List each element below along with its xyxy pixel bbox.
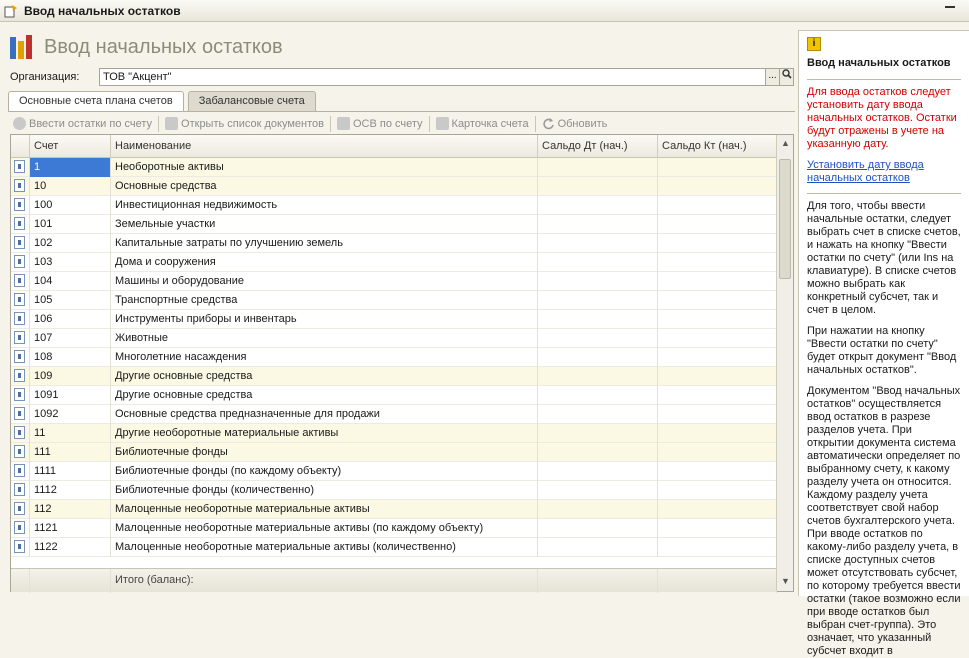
open-documents-label: Открыть список документов [181,117,324,130]
name-cell[interactable]: Животные [111,329,538,348]
account-cell[interactable]: 1 [30,158,111,177]
debit-cell[interactable] [538,234,658,253]
name-cell[interactable]: Инструменты приборы и инвентарь [111,310,538,329]
account-icon [14,407,25,420]
account-cell[interactable]: 1092 [30,405,111,424]
main-panel [0,23,795,596]
column-header-debit[interactable]: Сальдо Дт (нач.) [538,135,658,158]
row-icon-cell [11,291,30,310]
debit-cell[interactable] [538,291,658,310]
help-paragraph: Для того, чтобы ввести начальные остатки, следует выбрать счет в списке счетов, и нажать на кнопку "Ввести остатки по счету" (или Ins на клавиатуре). В списке счетов можно выбрать как конкретный субсчет, так и счет в целом. [807,200,961,316]
balance-form-icon [8,33,36,61]
tab-main-accounts[interactable]: Основные счета плана счетов [8,91,184,112]
table-footer [11,568,777,592]
report-icon [337,117,350,130]
credit-cell[interactable] [658,481,777,500]
table-row[interactable] [11,405,777,424]
name-cell[interactable]: Многолетние насаждения [111,348,538,367]
refresh-icon [542,117,555,130]
osv-label: ОСВ по счету [352,117,423,130]
credit-cell[interactable] [658,253,777,272]
row-icon-cell [11,234,30,253]
account-icon [14,179,25,192]
account-icon [14,160,25,173]
footer-debit-total [538,569,658,593]
footer-total-label: Итого (баланс): [111,569,538,593]
account-cell[interactable]: 101 [30,215,111,234]
scroll-up-arrow[interactable]: ▲ [781,138,790,148]
documents-icon [165,117,178,130]
credit-cell[interactable] [658,291,777,310]
name-cell[interactable]: Библиотечные фонды (по каждому объекту) [111,462,538,481]
toolbar-separator [330,116,331,132]
page-title: Ввод начальных остатков [44,35,283,58]
table-header [11,135,777,158]
account-icon [14,236,25,249]
account-cell[interactable]: 1111 [30,462,111,481]
toolbar [10,113,794,134]
account-icon [14,388,25,401]
account-icon [14,198,25,211]
row-icon-cell [11,481,30,500]
debit-cell[interactable] [538,272,658,291]
row-icon-cell [11,329,30,348]
name-cell[interactable]: Земельные участки [111,215,538,234]
credit-cell[interactable] [658,424,777,443]
credit-cell[interactable] [658,215,777,234]
row-icon-cell [11,500,30,519]
debit-cell[interactable] [538,348,658,367]
organization-field[interactable]: ТОВ "Акцент" [99,68,766,86]
row-icon-cell [11,177,30,196]
table-row[interactable] [11,443,777,462]
account-cell[interactable]: 108 [30,348,111,367]
minimize-button[interactable] [945,6,955,8]
account-cell[interactable]: 103 [30,253,111,272]
window-titlebar [0,0,969,22]
add-icon [13,117,26,130]
osv-button[interactable] [334,114,426,134]
account-icon [14,540,25,553]
credit-cell[interactable] [658,500,777,519]
organization-label: Организация: [10,71,80,83]
row-icon-cell [11,348,30,367]
card-icon [436,117,449,130]
table-row[interactable] [11,329,777,348]
name-cell[interactable]: Библиотечные фонды (количественно) [111,481,538,500]
help-divider [807,79,961,80]
debit-cell[interactable] [538,405,658,424]
table-row[interactable] [11,215,777,234]
table-row[interactable] [11,386,777,405]
credit-cell[interactable] [658,538,777,557]
table-row[interactable] [11,310,777,329]
table-row[interactable] [11,348,777,367]
account-cell[interactable]: 1122 [30,538,111,557]
account-icon [14,464,25,477]
table-row[interactable] [11,196,777,215]
enter-balances-button[interactable] [10,114,155,134]
table-row[interactable] [11,177,777,196]
toolbar-separator [535,116,536,132]
name-cell[interactable]: Малоценные необоротные материальные активы (количественно) [111,538,538,557]
debit-cell[interactable] [538,538,658,557]
name-cell[interactable]: Библиотечные фонды [111,443,538,462]
window-title: Ввод начальных остатков [24,3,181,18]
table-row[interactable] [11,291,777,310]
credit-cell[interactable] [658,348,777,367]
account-card-label: Карточка счета [451,117,529,130]
footer-spacer [11,569,30,593]
name-cell[interactable]: Другие основные средства [111,367,538,386]
name-cell[interactable]: Необоротные активы [111,158,538,177]
row-icon-cell [11,196,30,215]
row-icon-cell [11,272,30,291]
row-icon-cell [11,519,30,538]
debit-cell[interactable] [538,519,658,538]
table-row[interactable] [11,538,777,557]
credit-cell[interactable] [658,386,777,405]
info-icon: i [807,37,821,51]
credit-cell[interactable] [658,177,777,196]
table-row[interactable] [11,158,777,177]
table-row[interactable] [11,367,777,386]
account-icon [14,369,25,382]
name-cell[interactable]: Основные средства [111,177,538,196]
set-date-link[interactable]: Установить дату ввода начальных остатков [807,159,924,184]
account-cell[interactable]: 109 [30,367,111,386]
credit-cell[interactable] [658,367,777,386]
name-cell[interactable]: Другие основные средства [111,386,538,405]
account-icon [14,293,25,306]
account-icon [14,483,25,496]
row-icon-cell [11,386,30,405]
debit-cell[interactable] [538,386,658,405]
account-cell[interactable]: 106 [30,310,111,329]
help-divider [807,193,961,194]
debit-cell[interactable] [538,158,658,177]
debit-cell[interactable] [538,253,658,272]
account-cell[interactable]: 104 [30,272,111,291]
row-icon-cell [11,367,30,386]
name-cell[interactable]: Транспортные средства [111,291,538,310]
name-cell[interactable]: Инвестиционная недвижимость [111,196,538,215]
credit-cell[interactable] [658,158,777,177]
account-icon [14,274,25,287]
toolbar-separator [429,116,430,132]
account-cell[interactable]: 102 [30,234,111,253]
credit-cell[interactable] [658,519,777,538]
name-cell[interactable]: Малоценные необоротные материальные активы [111,500,538,519]
help-title: Ввод начальных остатков [807,57,951,69]
account-cell[interactable]: 10 [30,177,111,196]
credit-cell[interactable] [658,443,777,462]
account-icon [14,255,25,268]
account-cell[interactable]: 105 [30,291,111,310]
account-card-button[interactable] [433,114,532,134]
account-icon [14,502,25,515]
form-header [8,31,283,63]
search-icon [782,69,792,79]
debit-cell[interactable] [538,310,658,329]
tab-divider [8,111,795,112]
table-row[interactable] [11,424,777,443]
column-header-credit[interactable]: Сальдо Кт (нач.) [658,135,777,158]
account-cell[interactable]: 1112 [30,481,111,500]
account-cell[interactable]: 107 [30,329,111,348]
app-icon [4,4,18,18]
debit-cell[interactable] [538,500,658,519]
debit-cell[interactable] [538,329,658,348]
header-icon-column [11,135,30,158]
row-icon-cell [11,424,30,443]
debit-cell[interactable] [538,215,658,234]
account-icon [14,426,25,439]
row-icon-cell [11,310,30,329]
scroll-thumb[interactable] [779,159,791,279]
row-icon-cell [11,462,30,481]
row-icon-cell [11,405,30,424]
account-icon [14,331,25,344]
debit-cell[interactable] [538,481,658,500]
name-cell[interactable]: Основные средства предназначенные для продажи [111,405,538,424]
footer-credit-total [658,569,777,593]
credit-cell[interactable] [658,329,777,348]
accounts-table [10,134,794,592]
name-cell[interactable]: Машины и оборудование [111,272,538,291]
table-row[interactable] [11,462,777,481]
account-cell[interactable]: 111 [30,443,111,462]
debit-cell[interactable] [538,424,658,443]
column-header-account[interactable]: Счет [30,135,111,158]
help-paragraph: Документом "Ввод начальных остатков" осуществляется ввод остатков в разрезе разделов учета. При открытии документа система автоматически определяет по выбранному счету, к какому разделу учета он относится. Каждому разделу учета соответствует свой набор счетов бухгалтерского учета. При вводе остатков по какому-либо разделу учета, в списке доступных счетов может отсутствовать субсчет, по которому требуется ввести остатки (такое возможно если при вводе остатков был выбран счет-группа). Это означает, что указанный субсчет входит в [807,385,961,657]
name-cell[interactable]: Малоценные необоротные материальные активы (по каждому объекту) [111,519,538,538]
toolbar-separator [158,116,159,132]
enter-balances-label: Ввести остатки по счету [29,117,153,130]
debit-cell[interactable] [538,443,658,462]
refresh-button[interactable] [539,114,611,134]
account-icon [14,445,25,458]
debit-cell[interactable] [538,462,658,481]
table-row[interactable] [11,500,777,519]
account-icon [14,217,25,230]
footer-spacer [30,569,111,593]
table-body [11,158,777,568]
name-cell[interactable]: Другие необоротные материальные активы [111,424,538,443]
open-documents-button[interactable] [162,114,327,134]
account-cell[interactable]: 1091 [30,386,111,405]
table-row[interactable] [11,272,777,291]
row-icon-cell [11,443,30,462]
row-icon-cell [11,215,30,234]
debit-cell[interactable] [538,367,658,386]
tab-off-balance-accounts[interactable]: Забалансовые счета [188,91,316,111]
debit-cell[interactable] [538,196,658,215]
name-cell[interactable]: Дома и сооружения [111,253,538,272]
account-cell[interactable]: 100 [30,196,111,215]
row-icon-cell [11,253,30,272]
account-icon [14,312,25,325]
account-icon [14,521,25,534]
row-icon-cell [11,158,30,177]
credit-cell[interactable] [658,310,777,329]
credit-cell[interactable] [658,196,777,215]
organization-row [10,67,794,87]
account-tabs [8,91,320,111]
row-icon-cell [11,538,30,557]
debit-cell[interactable] [538,177,658,196]
help-warning: Для ввода остатков следует установить дату ввода начальных остатков. Остатки будут отражены в учете на указанную дату. [807,86,957,150]
credit-cell[interactable] [658,462,777,481]
credit-cell[interactable] [658,405,777,424]
account-cell[interactable]: 112 [30,500,111,519]
account-cell[interactable]: 1121 [30,519,111,538]
organization-search-button[interactable] [780,68,794,86]
help-paragraph: При нажатии на кнопку "Ввести остатки по счету" будет открыт документ "Ввод начальных остатков". [807,325,957,376]
credit-cell[interactable] [658,272,777,291]
table-scrollbar[interactable] [776,135,793,591]
organization-select-button[interactable]: ... [766,68,780,86]
account-icon [14,350,25,363]
name-cell[interactable]: Капитальные затраты по улучшению земель [111,234,538,253]
table-row[interactable] [11,519,777,538]
scroll-down-arrow[interactable]: ▼ [781,576,790,586]
help-panel [798,30,969,657]
column-header-name[interactable]: Наименование [111,135,538,158]
table-row[interactable] [11,253,777,272]
credit-cell[interactable] [658,234,777,253]
account-cell[interactable]: 11 [30,424,111,443]
table-row[interactable] [11,234,777,253]
refresh-label: Обновить [557,117,608,130]
table-row[interactable] [11,481,777,500]
